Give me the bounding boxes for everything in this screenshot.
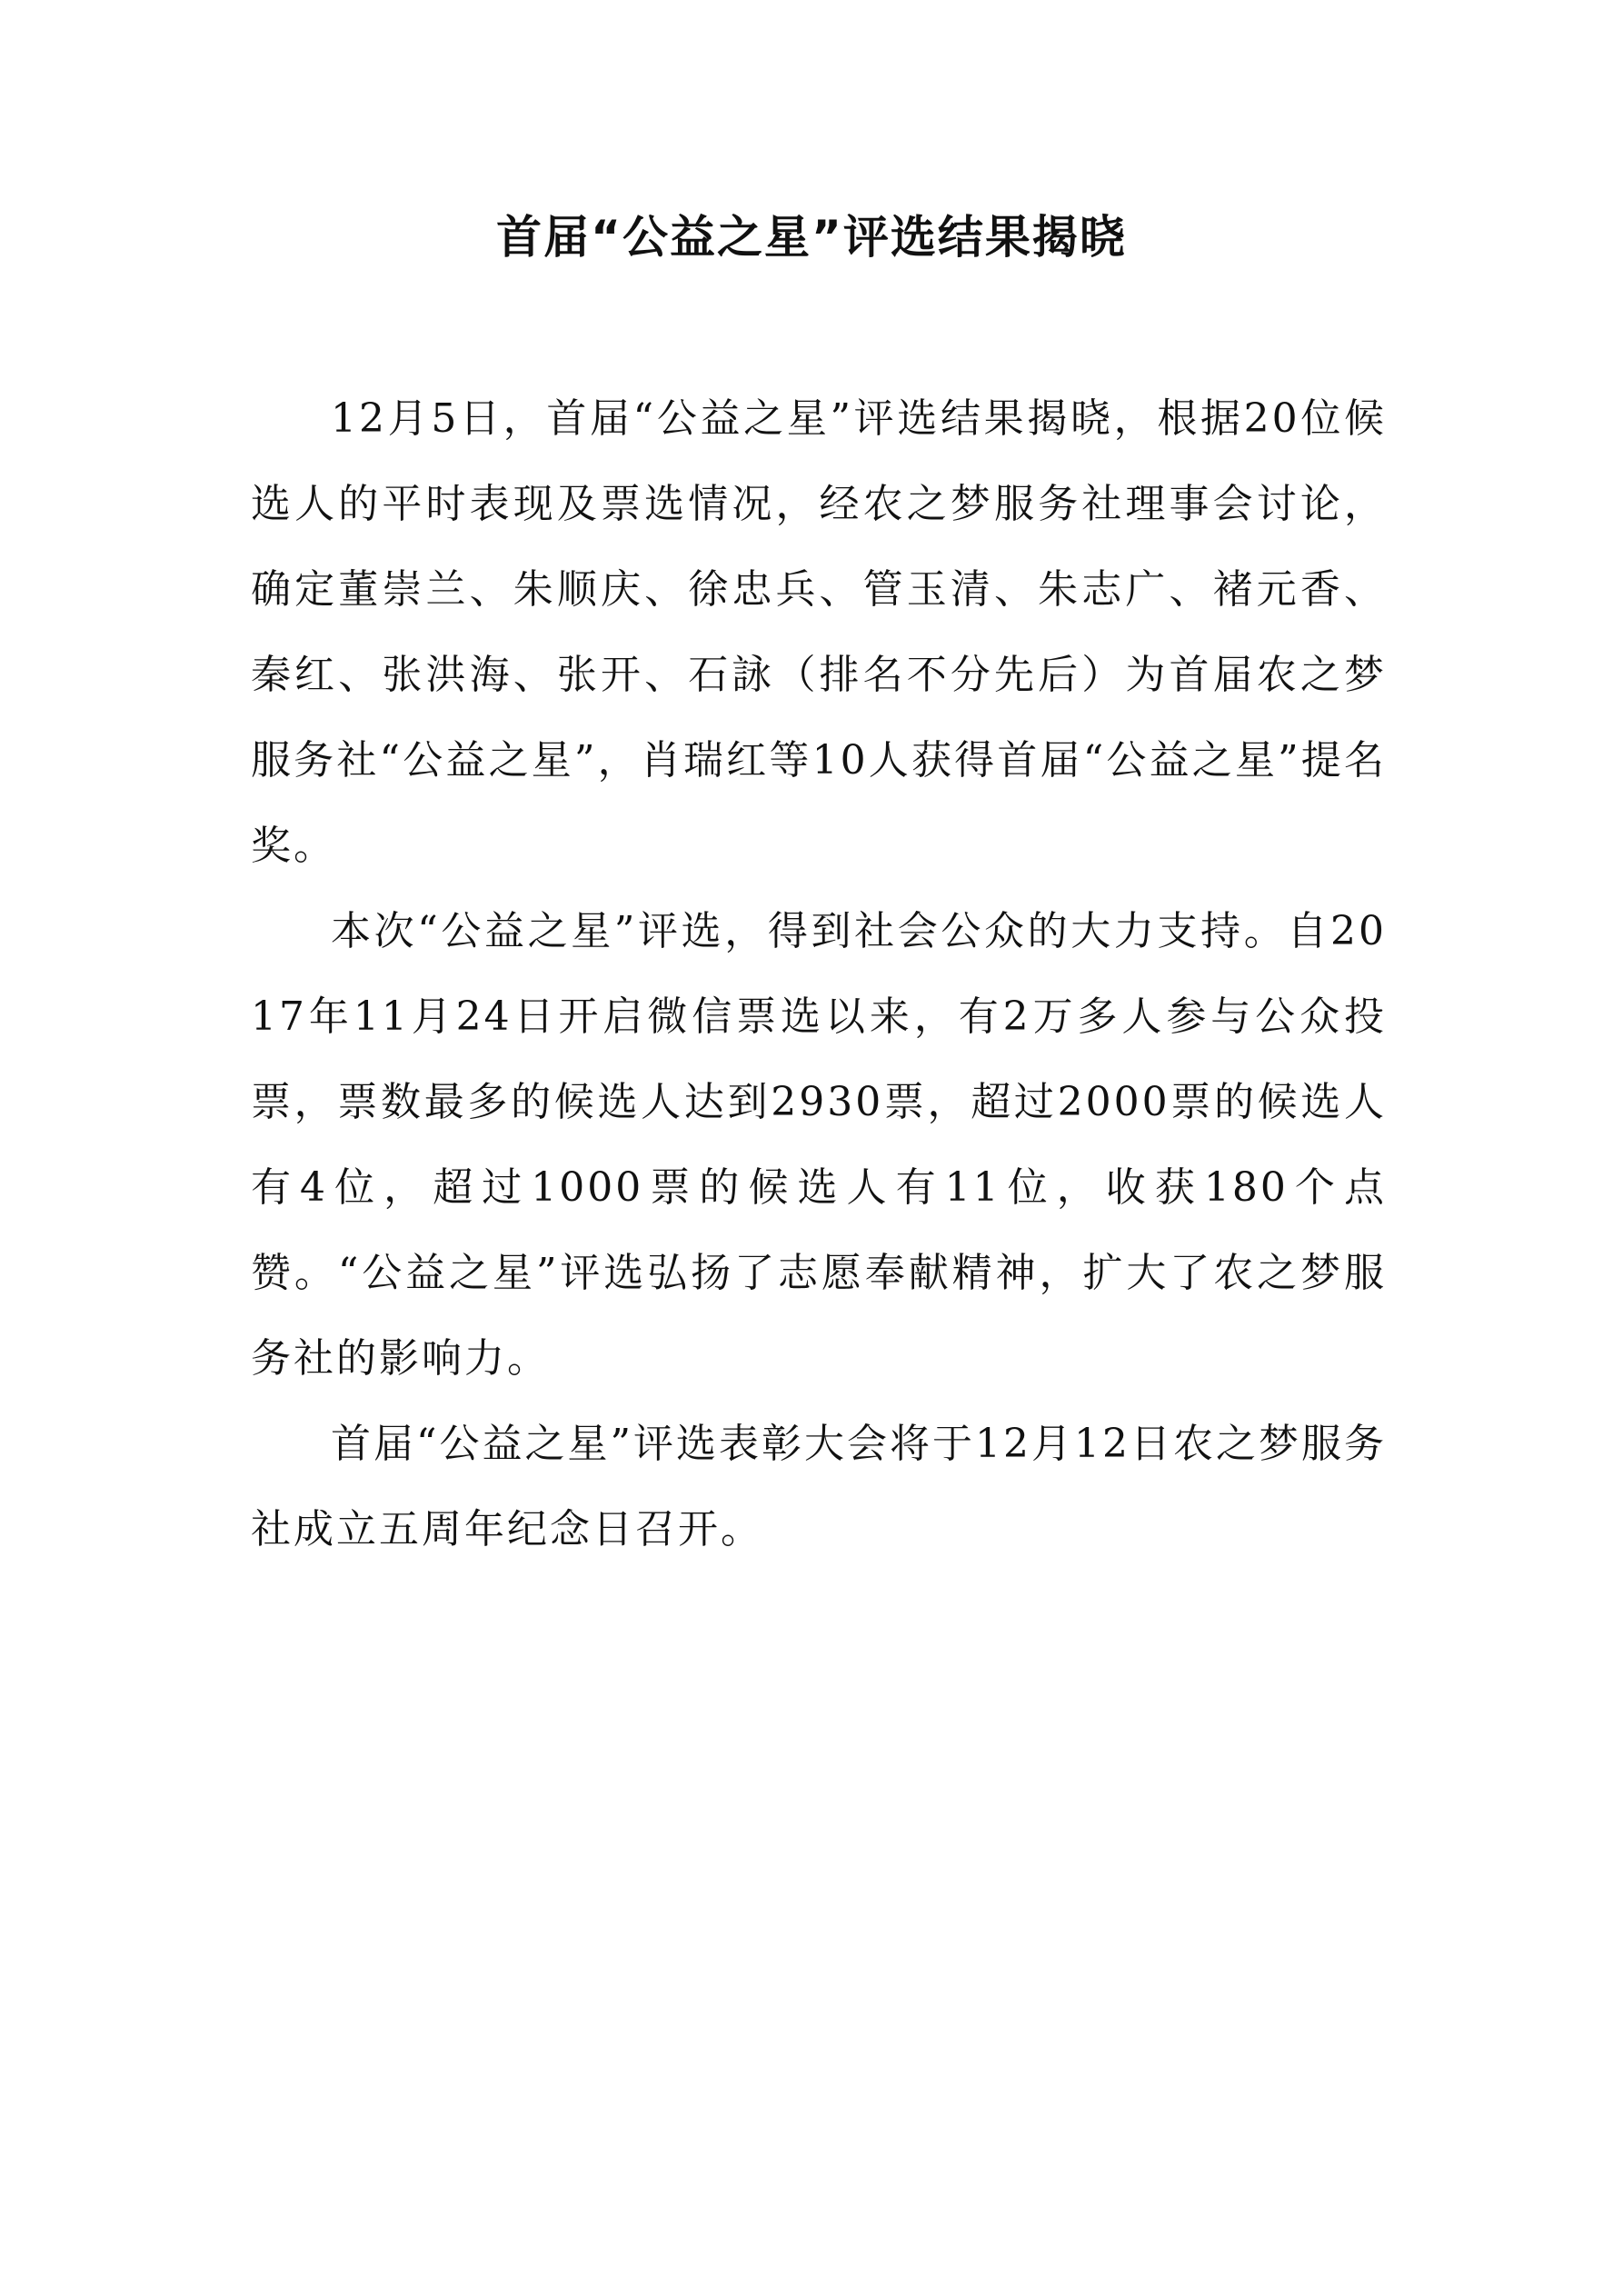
document-body	[251, 376, 1387, 1572]
paragraph-ceremony: 首届“公益之星”评选表彰大会将于12月12日农之梦服务社成立五周年纪念日召开。	[251, 1421, 1387, 1552]
paragraph-results: 12月5日，首届“公益之星”评选结果揭晓，根据20位候选人的平时表现及票选情况，经农之梦服务社理事会讨论，确定董崇兰、朱顺庆、徐忠兵、管玉清、朱志广、褚元香、秦红、张洪海、张开、石詠（排名不分先后）为首届农之梦服务社“公益之星”，肖瑞红等10人获得首届“公益之星”提名奖。	[251, 395, 1387, 869]
document-title: 首届“公益之星”评选结果揭晓	[496, 211, 1127, 264]
paragraph-voting: 本次“公益之星”评选，得到社会公众的大力支持。自2017年11月24日开启微信票选以来，有2万多人参与公众投票，票数最多的候选人达到2930票，超过2000票的候选人有4位，超过1000票的候选人有11位，收获180个点赞。“公益之星”评选弘扬了志愿奉献精神，扩大了农之梦服务社的影响力。	[251, 908, 1387, 1382]
